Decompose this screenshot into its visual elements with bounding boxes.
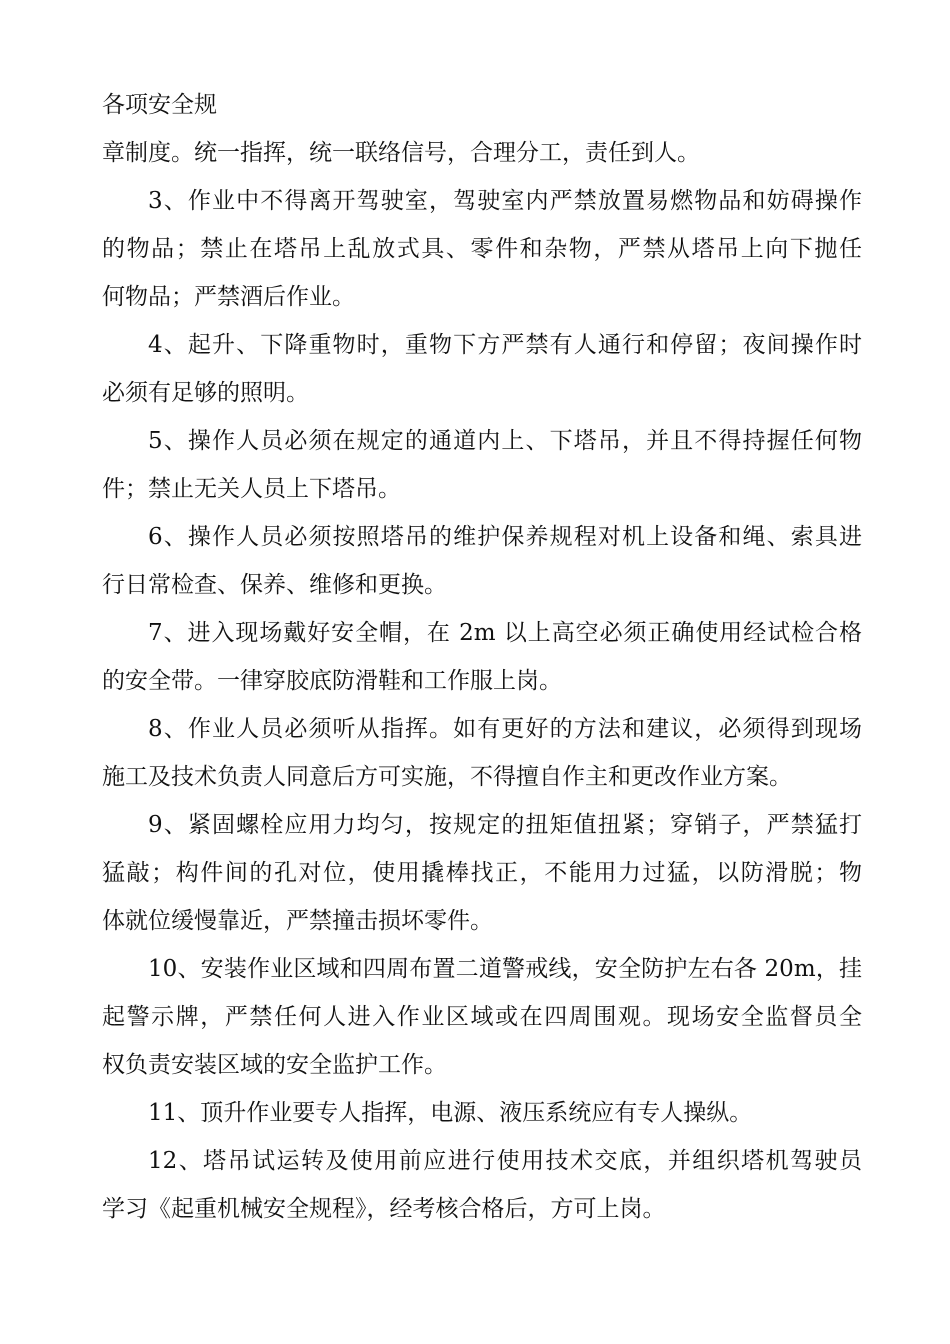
text-line: 8、作业人员必须听从指挥。如有更好的方法和建议，必须得到现场: [148, 716, 862, 742]
text-line: 11、顶升作业要专人指挥，电源、液压系统应有专人操纵。: [148, 1100, 753, 1126]
text-line: 必须有足够的照明。: [102, 380, 309, 406]
text-line: 何物品；严禁酒后作业。: [102, 284, 355, 310]
text-line: 7、进入现场戴好安全帽，在 2m 以上高空必须正确使用经试检合格: [148, 620, 862, 646]
text-line: 权负责安装区域的安全监护工作。: [102, 1052, 447, 1078]
text-line: 行日常检查、保养、维修和更换。: [102, 572, 447, 598]
text-line: 各项安全规: [102, 92, 217, 118]
text-line: 起警示牌，严禁任何人进入作业区域或在四周围观。现场安全监督员全: [102, 1004, 862, 1030]
text-line: 学习《起重机械安全规程》，经考核合格后，方可上岗。: [102, 1196, 666, 1222]
text-line: 12、塔吊试运转及使用前应进行使用技术交底，并组织塔机驾驶员: [148, 1148, 862, 1174]
text-line: 体就位缓慢靠近，严禁撞击损坏零件。: [102, 908, 493, 934]
text-line: 4、起升、下降重物时，重物下方严禁有人通行和停留；夜间操作时: [148, 332, 862, 358]
text-line: 6、操作人员必须按照塔吊的维护保养规程对机上设备和绳、索具进: [148, 524, 862, 550]
text-line: 件；禁止无关人员上下塔吊。: [102, 476, 401, 502]
text-line: 5、操作人员必须在规定的通道内上、下塔吊，并且不得持握任何物: [148, 428, 862, 454]
text-line: 猛敲；构件间的孔对位，使用撬棒找正，不能用力过猛，以防滑脱；物: [102, 860, 862, 886]
text-line: 的安全带。一律穿胶底防滑鞋和工作服上岗。: [102, 668, 562, 694]
text-line: 10、安装作业区域和四周布置二道警戒线，安全防护左右各 20m，挂: [148, 956, 862, 982]
text-line: 3、作业中不得离开驾驶室，驾驶室内严禁放置易燃物品和妨碍操作: [148, 188, 862, 214]
text-line: 施工及技术负责人同意后方可实施，不得擅自作主和更改作业方案。: [102, 764, 792, 790]
text-line: 章制度。统一指挥，统一联络信号，合理分工，责任到人。: [102, 140, 700, 166]
text-line: 9、紧固螺栓应用力均匀，按规定的扭矩值扭紧；穿销子，严禁猛打: [148, 812, 862, 838]
text-line: 的物品；禁止在塔吊上乱放式具、零件和杂物，严禁从塔吊上向下抛任: [102, 236, 862, 262]
